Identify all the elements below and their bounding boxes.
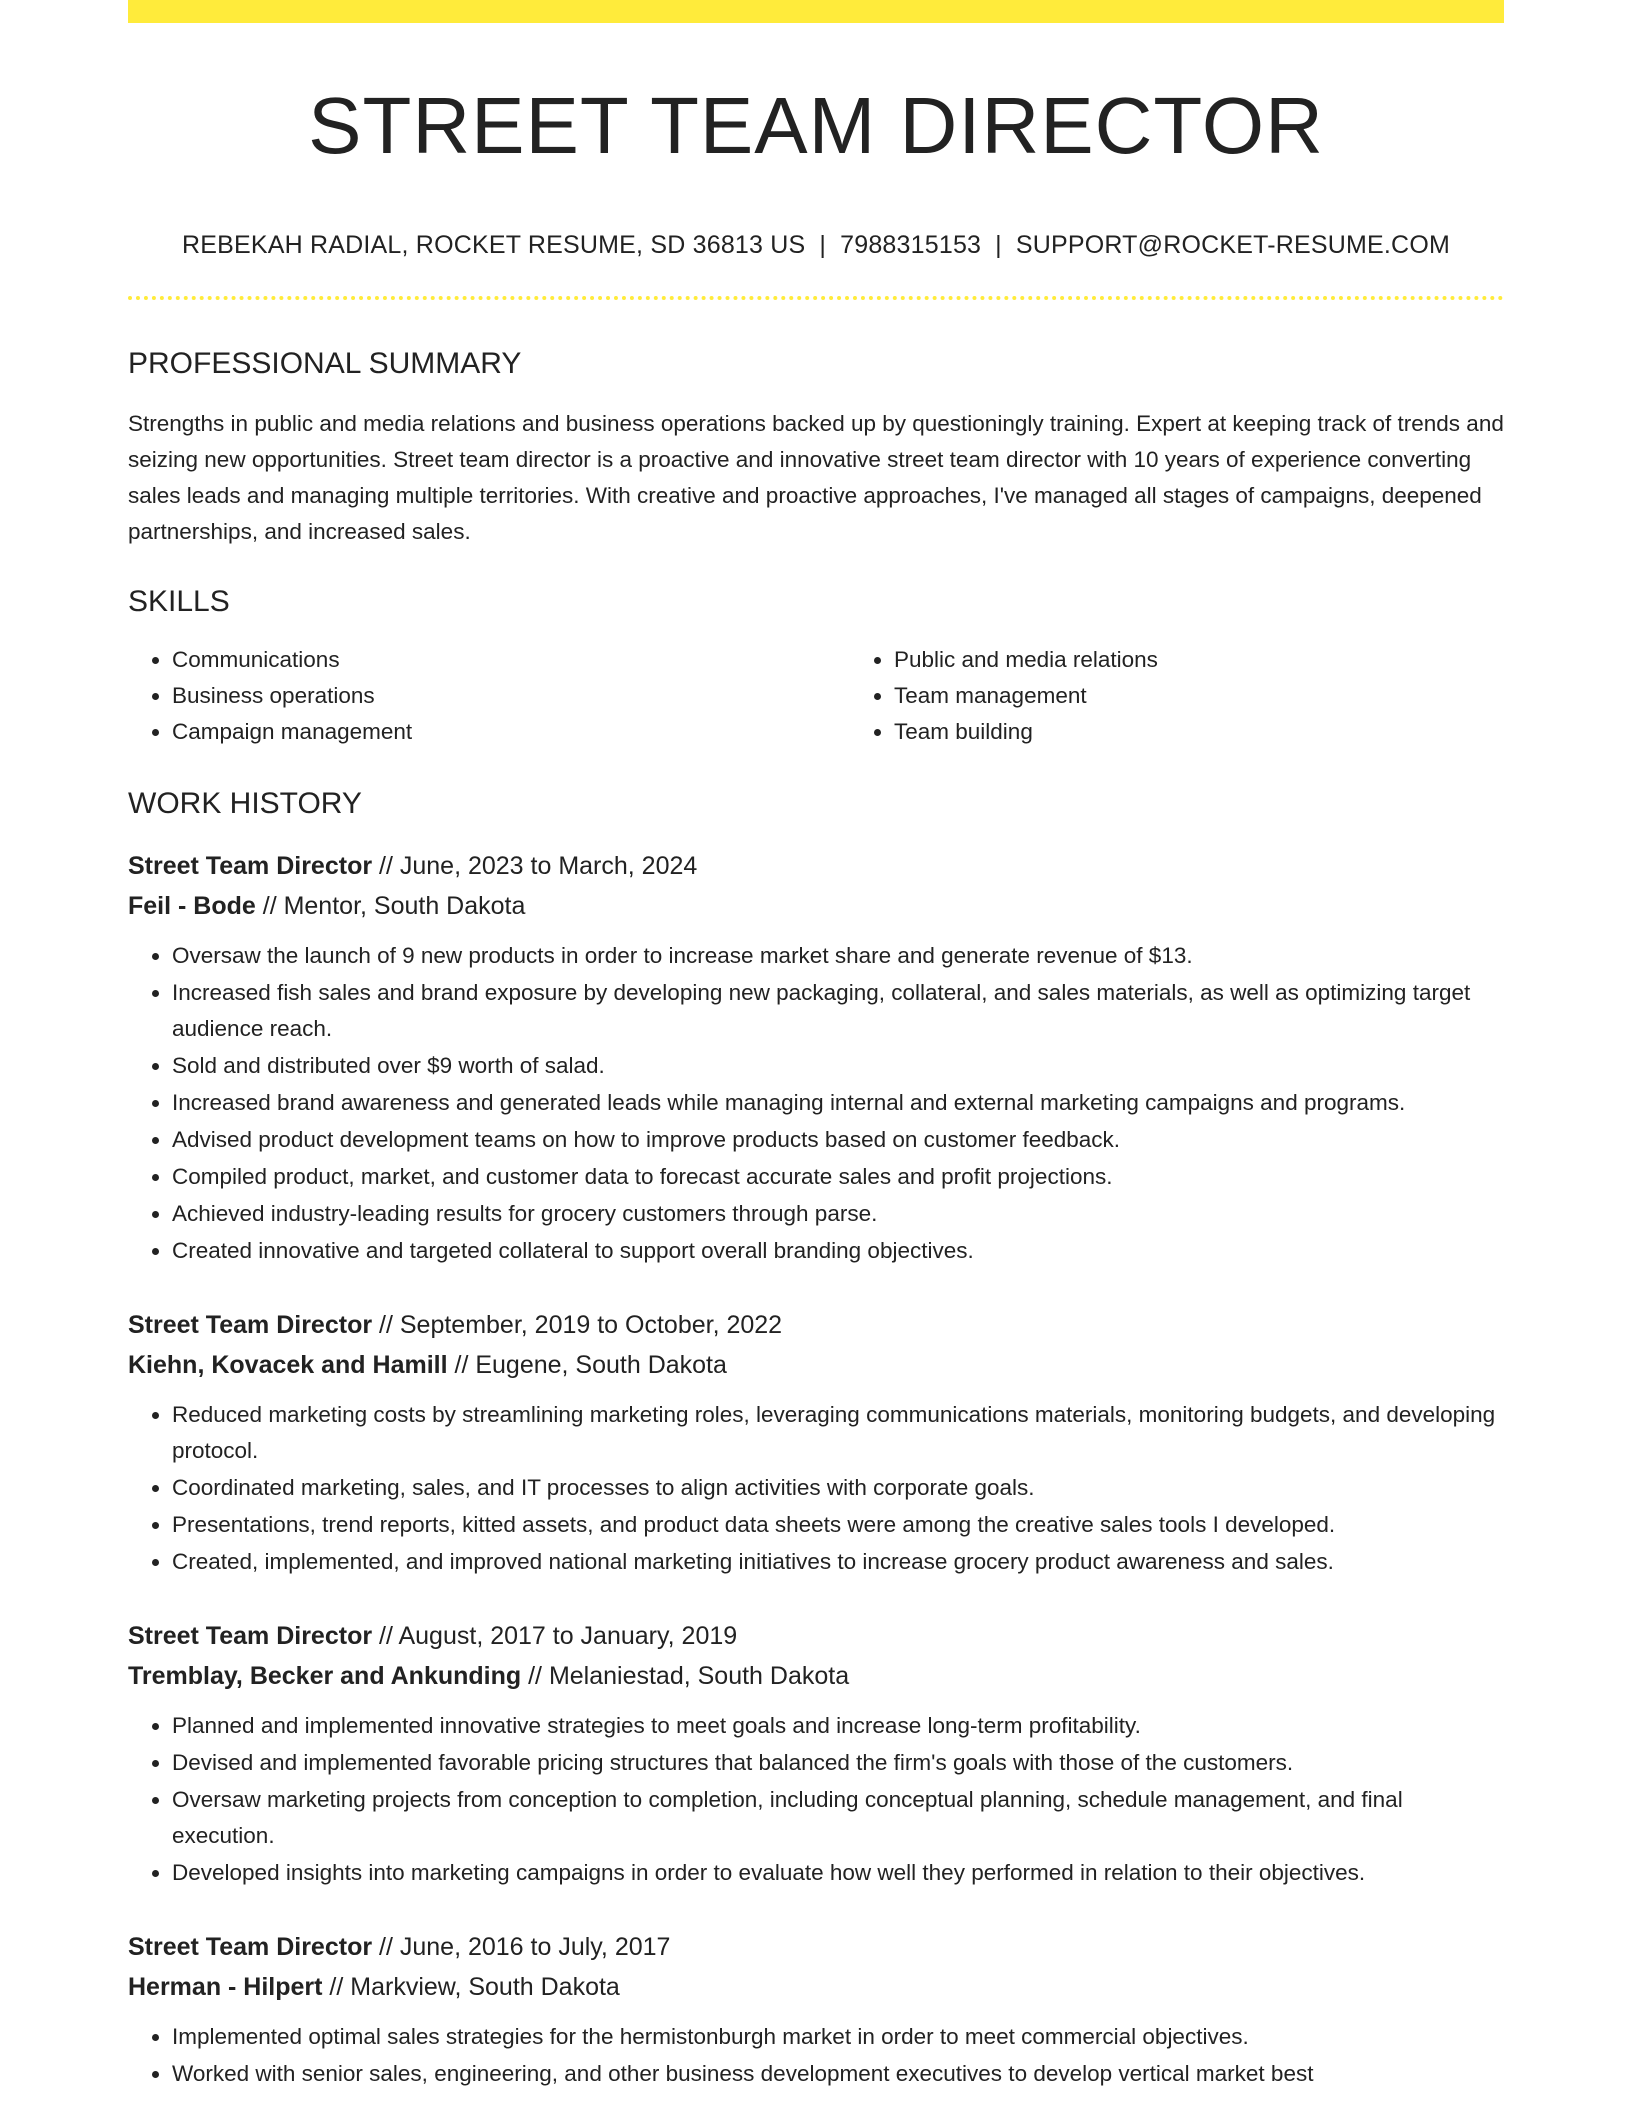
skill-item: • Campaign management (172, 714, 850, 750)
job-bullet: • Developed insights into marketing campaigns in order to evaluate how well they performed in relation to their objectives. (172, 1855, 1504, 1891)
skills-list (128, 642, 1504, 750)
job-bullets (128, 1397, 1504, 1580)
job-bullet: • Created innovative and targeted collateral to support overall branding objectives. (172, 1233, 1504, 1269)
work-history-heading: WORK HISTORY (128, 787, 362, 820)
skill-item: • Public and media relations (894, 642, 1504, 678)
summary-text: Strengths in public and media relations and business operations backed up by questioningly training. Expert at keeping track of trends and seizing new opportunities. Street team director is a proactive and innovative street team director with 10 years of experience converting sales leads and managing multiple territories. With creative and proactive approaches, I've managed all stages of campaigns, deepened partnerships, and increased sales. (128, 411, 1504, 544)
job-location: // Mentor, South Dakota (255, 892, 526, 920)
job-bullet: • Oversaw the launch of 9 new products in order to increase market share and generate revenue of $13. (172, 938, 1504, 974)
job-company: Herman - Hilpert (128, 1973, 323, 2001)
job-bullet: • Implemented optimal sales strategies for the hermistonburgh market in order to meet commercial objectives. (172, 2019, 1504, 2055)
job-bullet: • Created, implemented, and improved national marketing initiatives to increase grocery product awareness and sales. (172, 1544, 1504, 1580)
job-location: // Eugene, South Dakota (447, 1351, 727, 1379)
job-bullet: • Planned and implemented innovative strategies to meet goals and increase long-term profitability. (172, 1708, 1504, 1744)
job-company-line (128, 1345, 1504, 1385)
summary-heading: PROFESSIONAL SUMMARY (128, 347, 522, 380)
contact-separator: | (819, 231, 827, 259)
job-bullet: • Increased fish sales and brand exposure by developing new packaging, collateral, and sales materials, as well as optimizing target audience reach. (172, 975, 1504, 1047)
job-entry (128, 1305, 1504, 1580)
job-dates: // August, 2017 to January, 2019 (372, 1622, 738, 1650)
contact-address: REBEKAH RADIAL, ROCKET RESUME, SD 36813 US (181, 231, 806, 259)
job-title-line (128, 1927, 1504, 1967)
job-bullets (128, 1708, 1504, 1891)
dotted-divider (128, 296, 1504, 300)
job-bullet: • Increased brand awareness and generated leads while managing internal and external marketing campaigns and programs. (172, 1085, 1504, 1121)
job-entry (128, 1927, 1504, 2092)
job-title: Street Team Director (128, 1933, 373, 1961)
skills-column-right (850, 642, 1504, 750)
job-entry (128, 1616, 1504, 1891)
job-title-line (128, 1616, 1504, 1656)
job-bullets (128, 938, 1504, 1269)
resume-content (128, 23, 1504, 2093)
job-dates: // September, 2019 to October, 2022 (372, 1311, 783, 1339)
job-entry (128, 846, 1504, 1269)
job-dates: // June, 2016 to July, 2017 (372, 1933, 671, 1961)
job-company-line (128, 1656, 1504, 1696)
job-title: Street Team Director (128, 1311, 373, 1339)
job-company: Tremblay, Becker and Ankunding (128, 1662, 522, 1690)
job-bullet: • Presentations, trend reports, kitted assets, and product data sheets were among the creative sales tools I developed. (172, 1507, 1504, 1543)
job-bullet: • Sold and distributed over $9 worth of salad. (172, 1048, 1504, 1084)
top-accent-bar (128, 0, 1504, 23)
contact-line (128, 230, 1504, 260)
job-location: // Markview, South Dakota (322, 1973, 620, 2001)
job-bullets (128, 2019, 1504, 2092)
skill-item: • Team management (894, 678, 1504, 714)
job-bullet: • Advised product development teams on how to improve products based on customer feedback. (172, 1122, 1504, 1158)
job-dates: // June, 2023 to March, 2024 (372, 852, 698, 880)
job-company: Feil - Bode (128, 892, 256, 920)
job-bullet: • Worked with senior sales, engineering, and other business development executives to develop vertical market best (172, 2056, 1504, 2092)
job-bullet: • Reduced marketing costs by streamlining marketing roles, leveraging communications materials, monitoring budgets, and developing protocol. (172, 1397, 1504, 1469)
skill-item: • Communications (172, 642, 850, 678)
job-title-line (128, 1305, 1504, 1345)
job-bullet: • Devised and implemented favorable pricing structures that balanced the firm's goals with those of the customers. (172, 1745, 1504, 1781)
job-title-line (128, 846, 1504, 886)
job-bullet: • Coordinated marketing, sales, and IT processes to align activities with corporate goals. (172, 1470, 1504, 1506)
skill-item: • Business operations (172, 678, 850, 714)
resume-title: STREET TEAM DIRECTOR (308, 81, 1324, 170)
skills-heading: SKILLS (128, 585, 230, 618)
job-bullet: • Compiled product, market, and customer data to forecast accurate sales and profit projections. (172, 1159, 1504, 1195)
skill-item: • Team building (894, 714, 1504, 750)
job-bullet: • Achieved industry-leading results for grocery customers through parse. (172, 1196, 1504, 1232)
job-title: Street Team Director (128, 1622, 373, 1650)
job-company-line (128, 1967, 1504, 2007)
skills-column-left (128, 642, 850, 750)
contact-email: SUPPORT@ROCKET-RESUME.COM (1015, 231, 1450, 259)
job-location: // Melaniestad, South Dakota (521, 1662, 850, 1690)
job-company-line (128, 886, 1504, 926)
job-bullet: • Oversaw marketing projects from conception to completion, including conceptual planning, schedule management, and final execution. (172, 1782, 1504, 1854)
contact-separator: | (995, 231, 1002, 259)
contact-phone: 7988315153 (840, 231, 982, 259)
job-title: Street Team Director (128, 852, 373, 880)
job-company: Kiehn, Kovacek and Hamill (128, 1351, 448, 1379)
